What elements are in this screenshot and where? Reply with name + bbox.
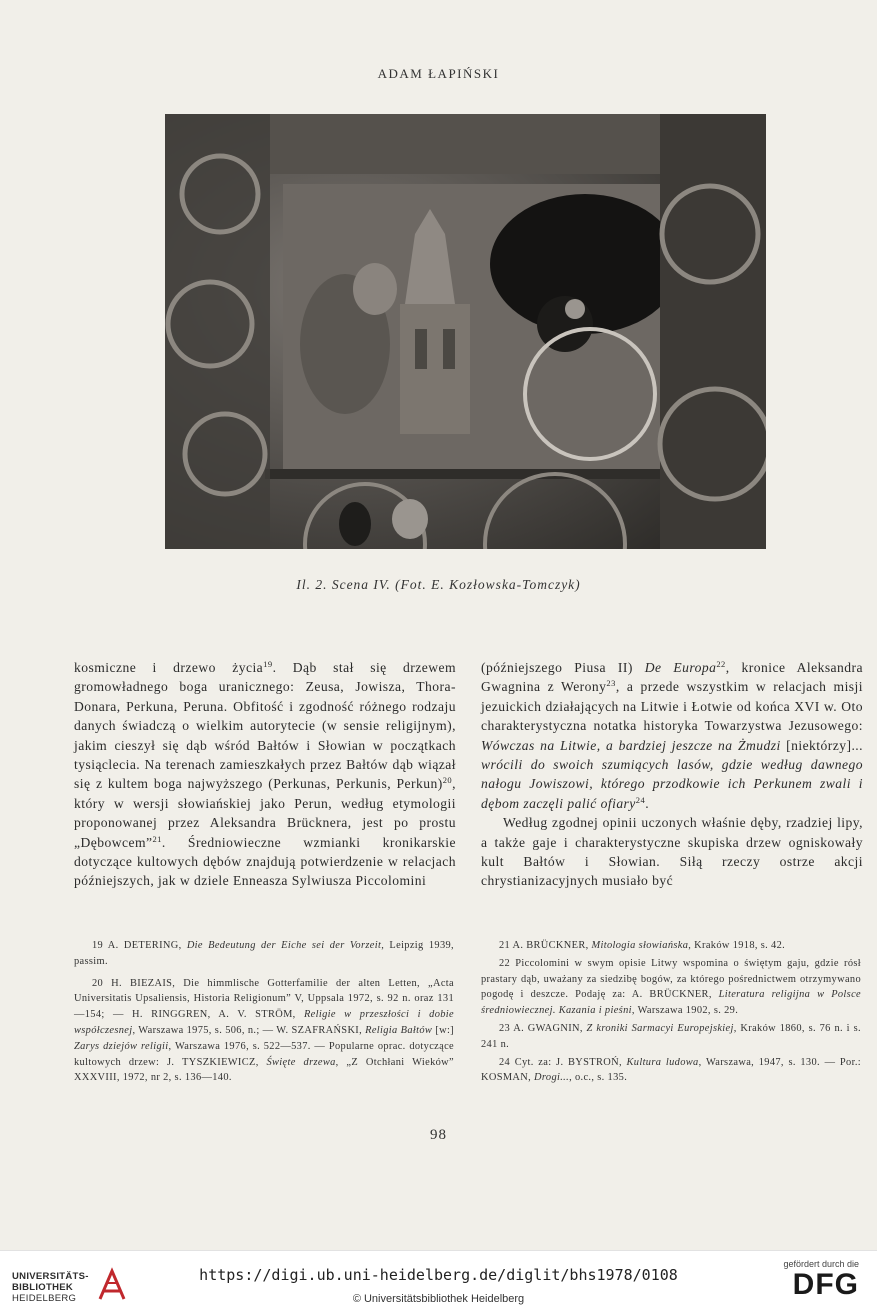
footnote-ref-21[interactable]: 21 xyxy=(152,833,162,844)
footnote-23 xyxy=(481,1021,861,1053)
text-run: , Leipzig 1939, passim. xyxy=(74,940,454,967)
text-run: , który w wersji słowiańskiej jako Perun, według etymologii proponowanej przez Aleksandra Brücknera, jest po prostu „Dębowcem” xyxy=(74,776,456,850)
work-title: Święte drzewa xyxy=(266,1056,336,1068)
text-run: , a przede wszystkim w relacjach misji jezuickich działających na Litwie i Łotwie od końca XVI w. Oto charakterystyczna notatka historyka Towarzystwa Jezusowego: xyxy=(481,679,863,734)
footnote-ref-23[interactable]: 23 xyxy=(606,678,616,689)
dfg-mark: DFG xyxy=(792,1268,859,1301)
text-run: H. BIEZAIS, Die himmlische Gotterfamilie der alten Letten, „Acta Universitatis Upsaliensis, Historia Religionum” V, Uppsala 1972, s. 92 n. oraz 131—154; — H. RINGGREN, A. V. STRÖM, xyxy=(74,977,454,1021)
text-run: . Średniowieczne wzmianki kronikarskie dotyczące kultowych dębów znajdują potwierdzenie w relacjach późniejszych, jak w dziele Enneasza Sylwiusza Piccolomini xyxy=(74,834,456,889)
photo-relief-icon xyxy=(165,114,766,549)
text-run: Piccolomini w swym opisie Litwy wspomina o świętym gaju, gdzie rósł prastary dąb, uważany za siedzibę bogów, za którego pośrednictwem otrzymywano pogodę i deszcze. Podaję za: A. BRÜCKNER, xyxy=(481,957,861,1001)
work-title: Drogi... xyxy=(534,1072,570,1084)
text-run: , Warszawa 1976, s. 522—537. — Popularne oprac. dotyczące kultowych drzew: J. TYSZKIEWICZ, xyxy=(74,1040,455,1068)
footnotes-right xyxy=(481,938,861,1088)
footnote-20 xyxy=(74,976,454,1087)
footnote-number: 21 xyxy=(499,940,511,951)
work-title: Religia Bałtów xyxy=(365,1024,433,1036)
dfg-sponsor-logo[interactable] xyxy=(779,1259,859,1311)
work-title: Z kroniki Sarmacyi Europejskiej xyxy=(586,1022,734,1034)
work-title: Kultura ludowa xyxy=(626,1056,699,1068)
running-head: ADAM ŁAPIŃSKI xyxy=(377,66,500,81)
text-run: , „Z Otchłani Wieków” XXXVIII, 1972, nr 2, s. 136—140. xyxy=(74,1056,454,1084)
footnote-22 xyxy=(481,956,861,1019)
text-run: , Kraków 1918, s. 42. xyxy=(688,940,786,951)
text-run: , kronice Aleksandra Gwagnina z Werony xyxy=(481,660,863,695)
text-run: , o.c., s. 135. xyxy=(569,1072,628,1084)
quotation: Wówczas na Litwie, a bardziej jeszcze na Żmudzi xyxy=(481,737,781,753)
body-column-left xyxy=(74,658,456,891)
figure-caption: Il. 2. Scena IV. (Fot. E. Kozłowska-Tomczyk) xyxy=(296,577,581,592)
text-run: [w:] xyxy=(432,1024,454,1036)
permalink-url[interactable]: https://digi.ub.uni-heidelberg.de/diglit/bhs1978/0108 xyxy=(199,1266,678,1284)
copyright-notice: © Universitätsbibliothek Heidelberg xyxy=(352,1293,525,1305)
work-title: Die Bedeutung der Eiche sei der Vorzeit xyxy=(186,940,382,951)
footnote-21 xyxy=(481,938,861,954)
quotation: wrócili do swoich szumiących lasów, gdzie według dawnego nałogu Jowiszowi, którego przodkowie ich Perkunem zwali i dębom zaczęli palić ofiary xyxy=(481,757,863,811)
footnote-number: 19 xyxy=(92,940,104,951)
footnote-ref-19[interactable]: 19 xyxy=(263,659,273,669)
text-run: . xyxy=(645,795,650,811)
sponsor-text: gefördert durch die xyxy=(783,1259,859,1269)
footnote-number: 20 xyxy=(92,977,104,989)
footnote-ref-22[interactable]: 22 xyxy=(716,659,726,669)
footnote-number: 22 xyxy=(499,957,511,969)
text-run: Cyt. za: J. BYSTROŃ, xyxy=(510,1056,627,1068)
page-number: 98 xyxy=(430,1127,447,1143)
text-run: (późniejszego Piusa II) xyxy=(481,660,645,675)
text-run: , Warszawa 1902, s. 29. xyxy=(631,1005,739,1017)
footnote-24 xyxy=(481,1055,861,1087)
logo-text: UNIVERSITÄTS- xyxy=(12,1271,89,1282)
text-run: , Warszawa, 1947, s. 130. — Por.: KOSMAN, xyxy=(481,1056,862,1084)
footnote-number: 23 xyxy=(499,1022,511,1034)
footnote-number: 24 xyxy=(499,1056,511,1068)
text-run: kosmiczne i drzewo życia xyxy=(74,660,264,675)
footnotes-left xyxy=(74,938,454,1092)
text-run: . Dąb stał się drzewem gromowładnego boga uranicznego: Zeusa, Jowisza, Thora-Donara, Perkuna, Peruna. Obfitość i zgodność różnego rodzaju danych świadczą o wielkim autorytecie (w sensie religijnym), jakim cieszył się dąb wśród Bałtów i Słowian w początkach tysiąclecia. Na terenach zamieszkałych przez Bałtów dąb wiązał się z kultem boga najwyższego (Perkunas, Perkunis, Perkun) xyxy=(74,660,456,792)
work-title: Religie w przeszłości i dobie współczesnej xyxy=(74,1009,454,1036)
text-run: [niektórzy]... xyxy=(780,737,863,753)
figure-photograph xyxy=(165,114,766,549)
logo-text: BIBLIOTHEK xyxy=(12,1282,74,1293)
paragraph: Według zgodnej opinii uczonych właśnie dęby, rzadziej lipy, a także gaje i charakterystyczne skupiska drzew ogniskowały kult Bałtów i Słowian. Siłą rzeczy ostrze akcji chrystianizacyjnych musiało być xyxy=(481,815,863,889)
body-column-right xyxy=(481,658,863,891)
work-title: Zarys dziejów religii xyxy=(74,1040,169,1052)
work-title: Mitologia słowiańska xyxy=(591,940,689,951)
text-run: A. DETERING, xyxy=(103,940,187,951)
text-run: A. BRÜCKNER, xyxy=(510,940,592,951)
footnote-ref-24[interactable]: 24 xyxy=(635,794,646,805)
paragraph xyxy=(74,658,456,891)
text-run: A. GWAGNIN, xyxy=(510,1022,587,1034)
viewer-footer xyxy=(0,1250,877,1316)
paragraph xyxy=(481,658,863,813)
text-run: , Kraków 1860, s. 76 n. i s. 241 n. xyxy=(481,1022,861,1050)
text-run: , Warszawa 1975, s. 506, n.; — W. SZAFRAŃSKI, xyxy=(132,1024,366,1036)
logo-text: HEIDELBERG xyxy=(12,1293,77,1304)
work-title: Literatura religijna w Polsce średniowiecznej. Kazania i pieśni xyxy=(481,989,861,1017)
footnote-ref-20[interactable]: 20 xyxy=(442,775,453,786)
work-title: De Europa xyxy=(644,660,717,675)
footnote-19 xyxy=(74,938,454,970)
